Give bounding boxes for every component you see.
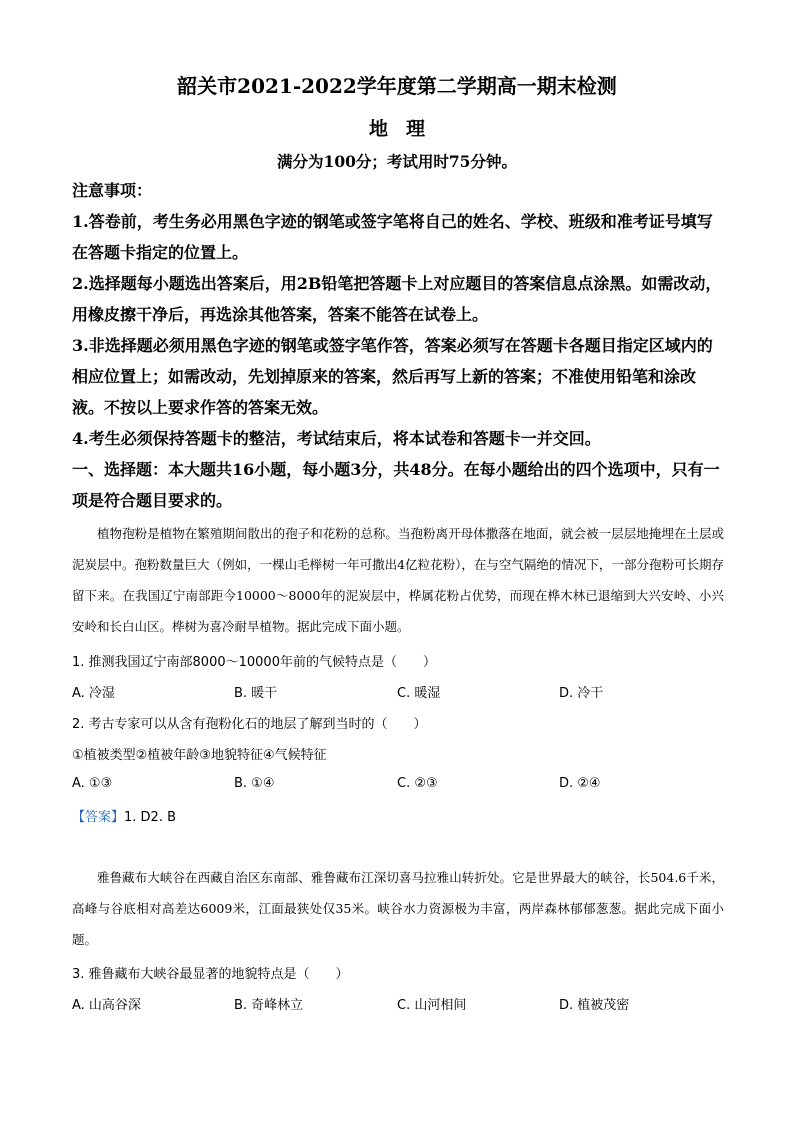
q3-option-b: B. 奇峰林立 xyxy=(234,998,304,1013)
notice-item-2: 2.选择题每小题选出答案后，用2B铅笔把答题卡上对应题目的答案信息点涂黑。如需改动，用橡皮擦干净后，再选涂其他答案，答案不能答在试卷上。 xyxy=(72,274,722,324)
passage-1-text: 植物孢粉是植物在繁殖期间散出的孢子和花粉的总称。当孢粉离开母体撒落在地面，就会被一层层地掩埋在土层或泥炭层中。孢粉数量巨大（例如，一棵山毛榉树一年可撒出4亿粒花粉），在与空气隔绝的情况下，一部分孢粉可长期存留下来。在我国辽宁南部距今10000～8000年的泥炭层中，桦属花粉占优势，而现在桦木林已退缩到大兴安岭、小兴安岭和长白山区。桦树为喜冷耐旱植物。据此完成下面小题。 xyxy=(72,526,724,634)
passage-1 xyxy=(72,518,724,642)
q3-option-a: A. 山高谷深 xyxy=(72,998,141,1013)
q3-option-c: C. 山河相间 xyxy=(397,998,467,1013)
notice-heading: 注意事项： xyxy=(72,181,153,200)
question-2-options xyxy=(72,776,724,796)
question-3-options xyxy=(72,994,724,1014)
q2-option-d: D. ②④ xyxy=(559,776,601,791)
q1-option-c: C. 暖湿 xyxy=(397,686,441,701)
q1-option-d: D. 冷干 xyxy=(559,686,604,701)
question-1-stem: 1. 推测我国辽宁南部8000～10000年前的气候特点是（ ） xyxy=(72,655,436,670)
q1-option-b: B. 暖干 xyxy=(234,686,278,701)
score-note: 满分为100分；考试用时75分钟。 xyxy=(277,152,517,171)
passage-2-text: 雅鲁藏布大峡谷在西藏自治区东南部、雅鲁藏布江深切喜马拉雅山转折处。它是世界最大的峡谷，长504.6千米，高峰与谷底相对高差达6009米，江面最狭处仅35米。峡谷水力资源极为丰富，两岸森林郁郁葱葱。据此完成下面小题。 xyxy=(72,870,724,947)
q3-option-d: D. 植被茂密 xyxy=(559,998,630,1013)
q1-option-a: A. 冷湿 xyxy=(72,686,115,701)
q2-option-c: C. ②③ xyxy=(397,776,438,791)
answer-1 xyxy=(72,806,176,825)
answer-text: 1. D2. B xyxy=(124,810,177,825)
passage-2 xyxy=(72,862,724,955)
question-2-choices: ①植被类型②植被年龄③地貌特征④气候特征 xyxy=(72,748,327,763)
question-2-stem: 2. 考古专家可以从含有孢粉化石的地层了解到当时的（ ） xyxy=(72,717,427,732)
subject-title: 地理 xyxy=(368,118,443,140)
q2-option-b: B. ①④ xyxy=(234,776,275,791)
notice-section xyxy=(72,175,724,516)
section-heading: 一、选择题：本大题共16小题，每小题3分，共48分。在每小题给出的四个选项中，只有一项是符合题目要求的。 xyxy=(72,460,720,510)
notice-item-1: 1.答卷前，考生务必用黑色字迹的钢笔或签字笔将自己的姓名、学校、班级和准考证号填写在答题卡指定的位置上。 xyxy=(72,212,713,262)
question-3-stem: 3. 雅鲁藏布大峡谷最显著的地貌特点是（ ） xyxy=(72,967,349,982)
question-1-options xyxy=(72,682,724,702)
notice-item-3: 3.非选择题必须用黑色字迹的钢笔或签字笔作答，答案必须写在答题卡各题目指定区域内的相应位置上；如需改动，先划掉原来的答案，然后再写上新的答案；不准使用铅笔和涂改液。不按以上要求作答的答案无效。 xyxy=(72,336,713,417)
exam-title: 韶关市2021-2022学年度第二学期高一期末检测 xyxy=(177,74,617,98)
notice-item-4: 4.考生必须保持答题卡的整洁，考试结束后，将本试卷和答题卡一并交回。 xyxy=(72,429,601,448)
q2-option-a: A. ①③ xyxy=(72,776,113,791)
answer-tag: 【答案】 xyxy=(72,810,125,825)
